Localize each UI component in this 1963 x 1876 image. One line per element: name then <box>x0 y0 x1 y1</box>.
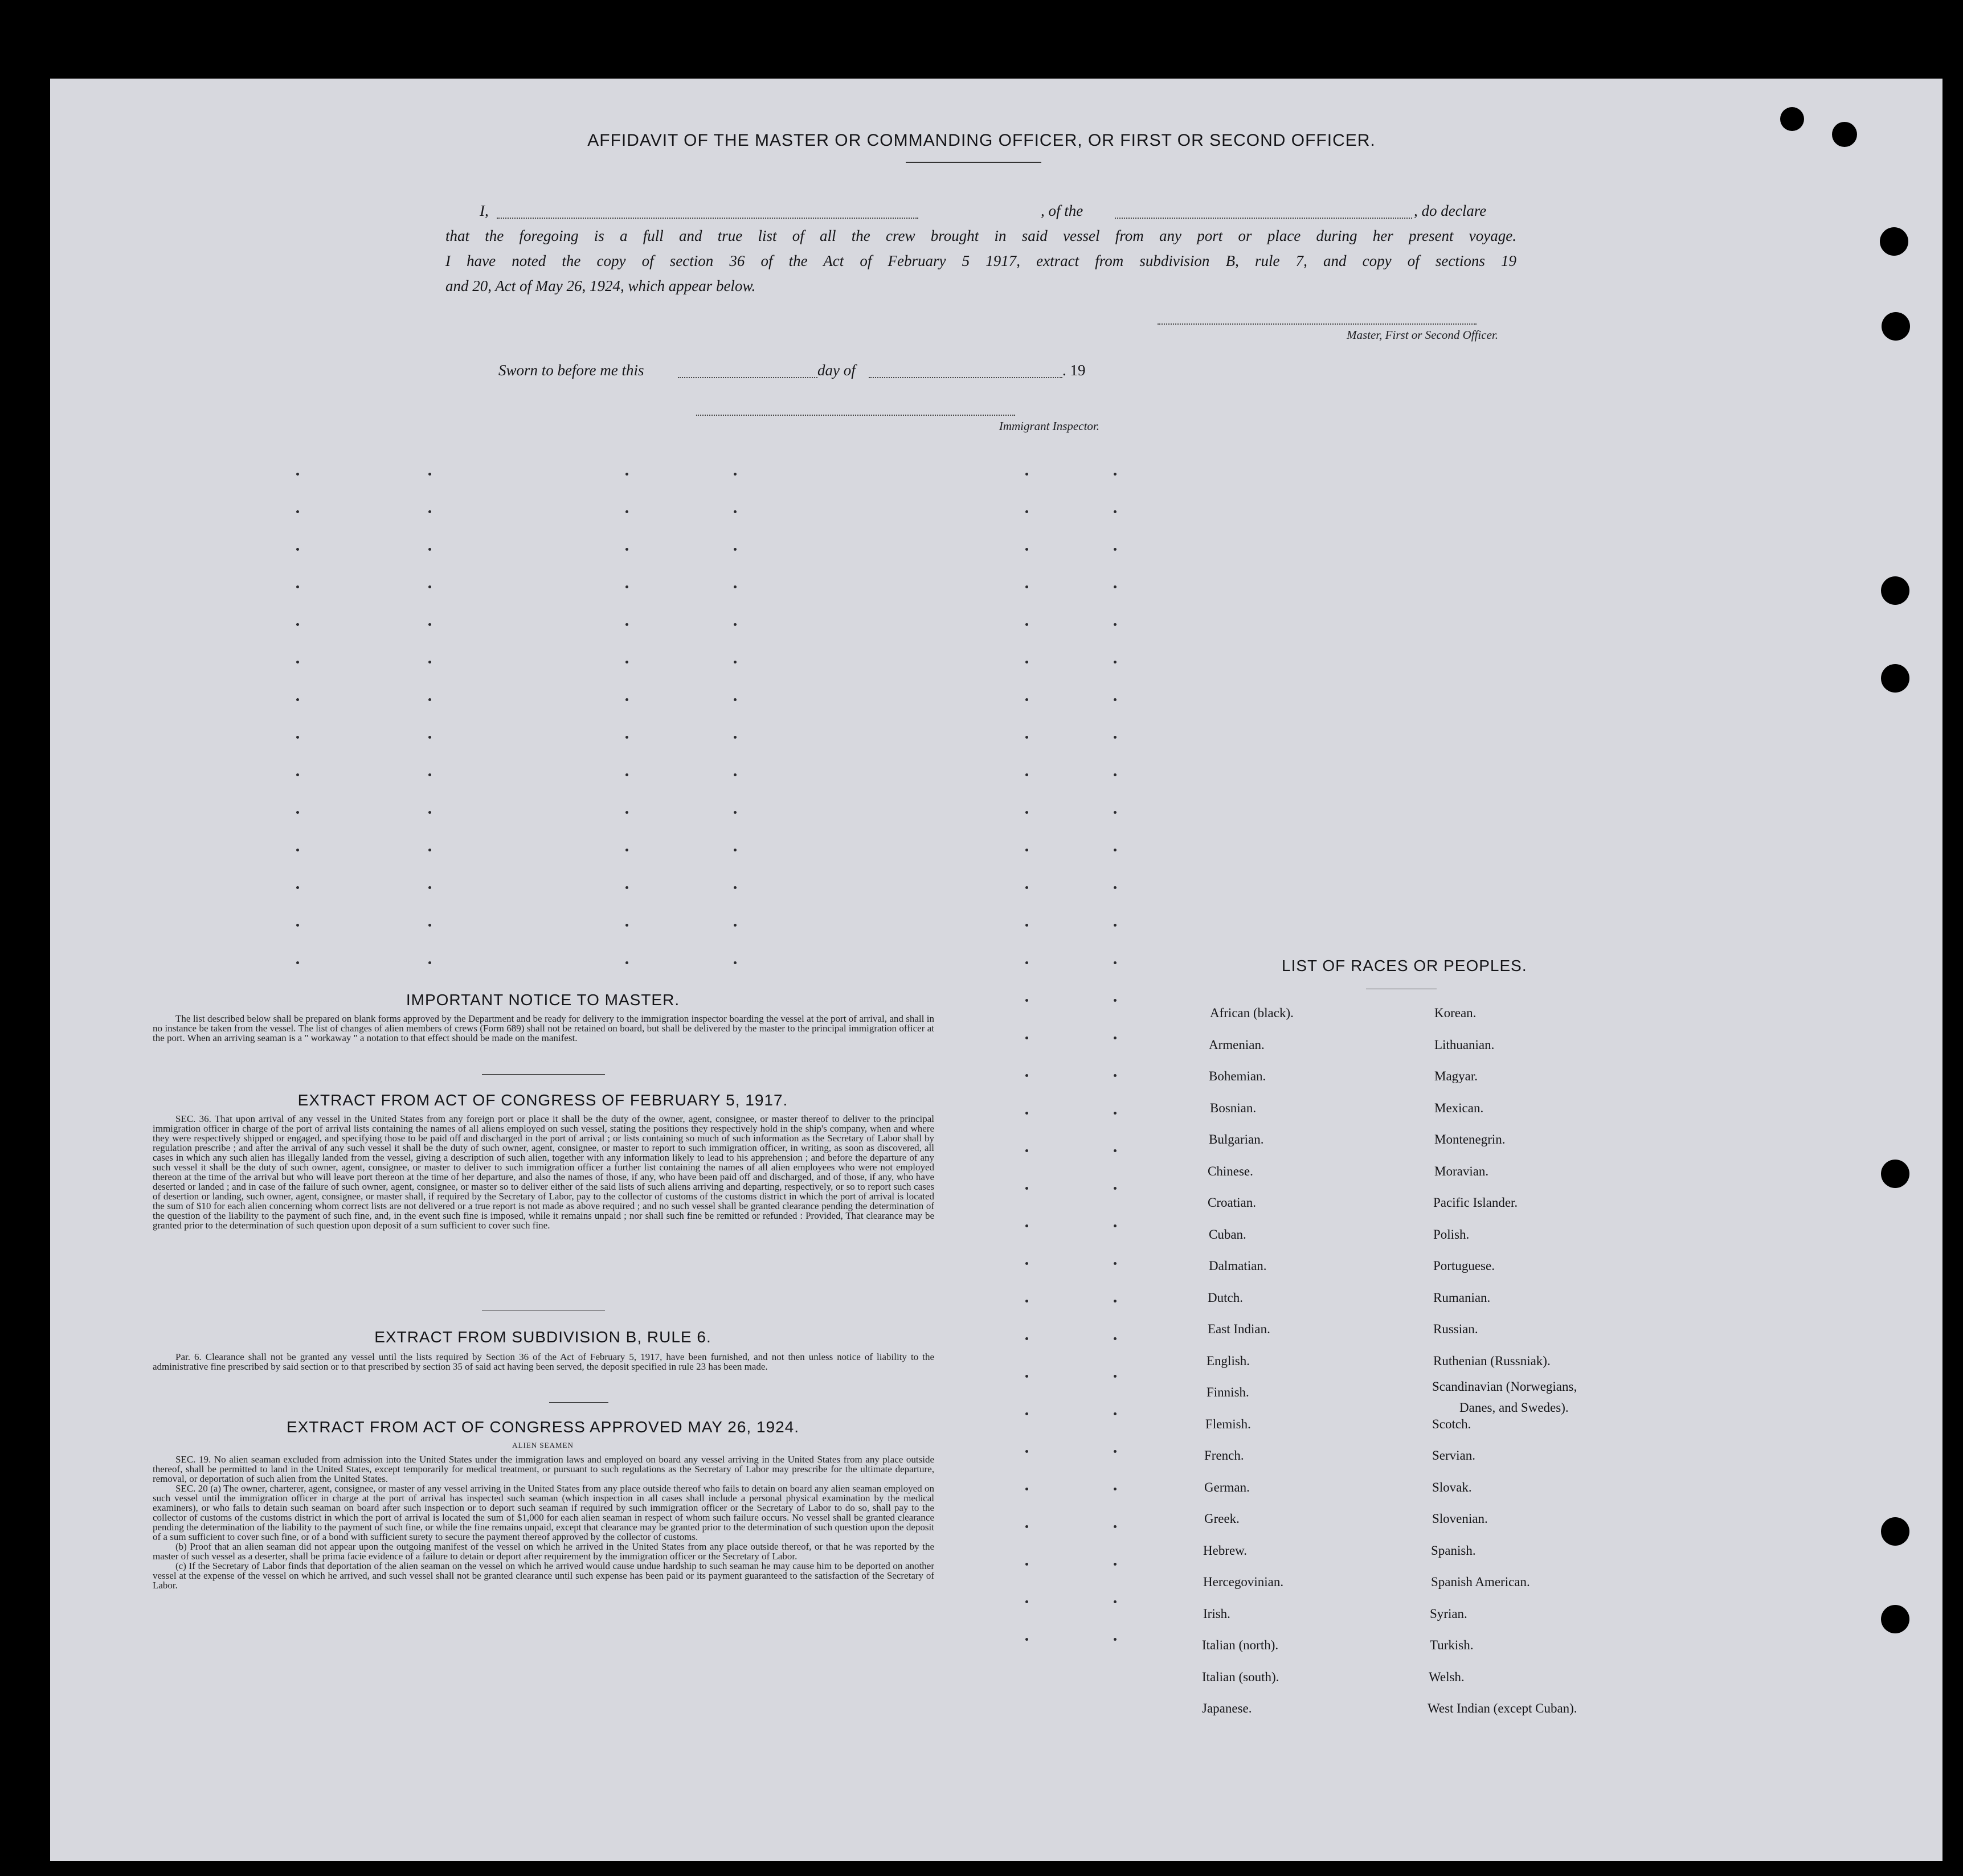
guide-dot <box>1025 585 1028 588</box>
guide-dot <box>296 961 299 964</box>
guide-dot <box>734 510 737 513</box>
race-item-right: Scandinavian (Norwegians, <box>1432 1379 1577 1394</box>
guide-dot <box>428 773 431 776</box>
guide-dot <box>1025 548 1028 551</box>
guide-dot <box>625 849 628 851</box>
guide-dot <box>625 736 628 739</box>
guide-dot <box>1025 1525 1028 1528</box>
guide-dot <box>296 623 299 626</box>
guide-dot <box>296 585 299 588</box>
race-item-right: Moravian. <box>1434 1164 1489 1178</box>
guide-dot <box>1025 661 1028 663</box>
guide-dot <box>1114 1187 1117 1190</box>
guide-dot <box>1025 473 1028 476</box>
guide-dot <box>1114 1450 1117 1453</box>
race-item-left: German. <box>1204 1480 1250 1494</box>
punch-hole <box>1881 1605 1909 1633</box>
divider <box>482 1074 605 1075</box>
subdivision-text <box>153 1352 934 1371</box>
section-19-paragraph: SEC. 19. No alien seaman excluded from admission into the United States under the immigration laws and employed on board any vessel arriving in the United States from any place outside thereof, shall be permitted to land in the United States, except temporarily for medical treatment, or pursuant to such regulations as the Secretary of Labor may prescribe for the ultimate departure, removal, or deportation of such alien from the United States. <box>153 1454 934 1484</box>
race-item-right: Spanish American. <box>1431 1575 1530 1589</box>
guide-dot <box>428 623 431 626</box>
vessel-field[interactable] <box>1115 218 1412 219</box>
guide-dot <box>1025 623 1028 626</box>
guide-dot <box>1025 999 1028 1002</box>
race-item-right: Russian. <box>1433 1322 1478 1336</box>
guide-dot <box>1025 510 1028 513</box>
race-item-left: Bulgarian. <box>1209 1132 1264 1146</box>
guide-dot <box>734 811 737 814</box>
month-field[interactable] <box>869 377 1062 378</box>
guide-dot <box>734 924 737 927</box>
race-item-right: Spanish. <box>1431 1543 1476 1558</box>
race-item-right: Ruthenian (Russniak). <box>1433 1354 1551 1368</box>
master-signature-label: Master, First or Second Officer. <box>1347 328 1498 342</box>
guide-dot <box>1114 473 1117 476</box>
punch-hole <box>1882 312 1910 341</box>
races-title: LIST OF RACES OR PEOPLES. <box>1282 957 1527 974</box>
master-signature-line[interactable] <box>1158 323 1477 325</box>
guide-dot <box>296 924 299 927</box>
guide-dot <box>625 623 628 626</box>
guide-dot <box>428 736 431 739</box>
guide-dot <box>1025 1112 1028 1115</box>
day-of-text: day of <box>817 362 856 379</box>
race-item-left: Greek. <box>1204 1512 1240 1526</box>
name-field[interactable] <box>497 218 918 219</box>
guide-dot <box>428 585 431 588</box>
guide-dot <box>1025 773 1028 776</box>
section-20c-paragraph: (c) If the Secretary of Labor finds that deportation of the alien seaman on the vessel on which he arrived would cause undue hardship to such seaman he may cause him to be deported on another vessel at the expense of the vessel on which he arrived, and such vessel shall not be granted clearance until such expense has been paid or its payment guaranteed to the satisfaction of the Secretary of Labor. <box>153 1560 934 1591</box>
extract-1917-title: EXTRACT FROM ACT OF CONGRESS OF FEBRUARY 5, 1917. <box>297 1091 788 1109</box>
race-item-left: Italian (north). <box>1202 1638 1279 1652</box>
guide-dot <box>1025 1187 1028 1190</box>
guide-dot <box>1025 1638 1028 1641</box>
race-item-right: Montenegrin. <box>1434 1132 1506 1146</box>
affidavit-declare: , do declare <box>1414 202 1487 219</box>
guide-dot <box>1114 548 1117 551</box>
race-item-left: Bohemian. <box>1209 1069 1266 1083</box>
guide-dot <box>296 736 299 739</box>
guide-dot <box>428 510 431 513</box>
extract-1924-text <box>153 1455 934 1590</box>
guide-dot <box>428 886 431 889</box>
divider <box>906 162 1041 163</box>
race-item-right: Slovenian. <box>1432 1512 1488 1526</box>
race-item-left: Flemish. <box>1205 1417 1251 1431</box>
guide-dot <box>428 849 431 851</box>
guide-dot <box>1114 1262 1117 1265</box>
race-item-left: English. <box>1207 1354 1250 1368</box>
guide-dot <box>734 548 737 551</box>
guide-dot <box>734 473 737 476</box>
guide-dot <box>1114 1375 1117 1378</box>
race-item-left: Bosnian. <box>1210 1101 1257 1115</box>
race-item-right: Polish. <box>1433 1227 1470 1242</box>
guide-dot <box>1114 999 1117 1002</box>
guide-dot <box>296 473 299 476</box>
race-item-left: Japanese. <box>1202 1701 1252 1715</box>
guide-dot <box>625 510 628 513</box>
guide-dot <box>1114 961 1117 964</box>
guide-dot <box>296 698 299 701</box>
affidavit-of-the: , of the <box>1041 202 1083 219</box>
guide-dot <box>1114 585 1117 588</box>
guide-dot <box>1025 736 1028 739</box>
guide-dot <box>1114 886 1117 889</box>
inspector-label: Immigrant Inspector. <box>999 419 1099 433</box>
guide-dot <box>1114 1224 1117 1227</box>
guide-dot <box>1025 1488 1028 1490</box>
guide-dot <box>296 661 299 663</box>
guide-dot <box>1114 1112 1117 1115</box>
race-item-left: French. <box>1204 1448 1244 1463</box>
race-item-left: African (black). <box>1210 1006 1294 1020</box>
race-item-left: Chinese. <box>1208 1164 1253 1178</box>
guide-dot <box>428 698 431 701</box>
guide-dot <box>1114 1600 1117 1603</box>
race-item-continuation: Danes, and Swedes). <box>1459 1400 1569 1415</box>
affidavit-i: I, <box>480 202 489 219</box>
race-item-right: Pacific Islander. <box>1433 1195 1518 1210</box>
race-item-right: Portuguese. <box>1433 1259 1495 1273</box>
guide-dot <box>1025 1262 1028 1265</box>
guide-dot <box>1025 1337 1028 1340</box>
race-item-right: Welsh. <box>1429 1670 1465 1684</box>
guide-dot <box>296 849 299 851</box>
guide-dot <box>428 661 431 663</box>
guide-dot <box>1025 1224 1028 1227</box>
guide-dot <box>296 773 299 776</box>
guide-dot <box>428 548 431 551</box>
guide-dot <box>625 811 628 814</box>
alien-seamen-subtitle: ALIEN SEAMEN <box>512 1441 574 1449</box>
race-item-left: Finnish. <box>1207 1385 1249 1399</box>
notice-title: IMPORTANT NOTICE TO MASTER. <box>406 991 680 1009</box>
race-item-left: Hercegovinian. <box>1203 1575 1284 1589</box>
guide-dot <box>734 585 737 588</box>
affidavit-line-4: and 20, Act of May 26, 1924, which appear below. <box>445 277 756 294</box>
race-item-right: Magyar. <box>1434 1069 1478 1083</box>
race-item-right: Korean. <box>1434 1006 1477 1020</box>
guide-dot <box>1025 1300 1028 1302</box>
guide-dot <box>1025 849 1028 851</box>
race-item-right: Scotch. <box>1432 1417 1471 1431</box>
notice-paragraph: The list described below shall be prepared on blank forms approved by the Department and be ready for delivery to the immigration inspector boarding the vessel at the port of arrival, and shall in no instance be taken from the vessel. The list of changes of alien members of crews (Form 689) shall not be retained on board, but shall be delivered by the master to the principal immigration officer at the port. When an arriving seaman is a " workaway " a notation to that effect should be made on the manifest. <box>153 1013 934 1043</box>
guide-dot <box>296 811 299 814</box>
section-20b-paragraph: (b) Proof that an alien seaman did not appear upon the outgoing manifest of the vessel on which he arrived in the United States from any place outside thereof, or that he was reported by the master of such vessel as a deserter, shall be prima facie evidence of a failure to detain or deport after requirement by the immigration officer or the Secretary of Labor. <box>153 1541 934 1562</box>
affidavit-title: AFFIDAVIT OF THE MASTER OR COMMANDING OFFICER, OR FIRST OR SECOND OFFICER. <box>587 131 1376 150</box>
guide-dot <box>1025 698 1028 701</box>
guide-dot <box>428 473 431 476</box>
guide-dot <box>1025 1450 1028 1453</box>
guide-dot <box>1114 811 1117 814</box>
race-item-right: Slovak. <box>1432 1480 1472 1494</box>
divider <box>549 1402 608 1403</box>
race-item-left: Dalmatian. <box>1209 1259 1267 1273</box>
guide-dot <box>1114 924 1117 927</box>
guide-dot <box>1025 1074 1028 1077</box>
sworn-text: Sworn to before me this <box>498 362 644 379</box>
guide-dot <box>1114 736 1117 739</box>
punch-hole <box>1881 576 1909 605</box>
guide-dot <box>1114 1563 1117 1566</box>
guide-dot <box>625 698 628 701</box>
inspector-signature-line[interactable] <box>696 415 1015 416</box>
race-item-left: Italian (south). <box>1202 1670 1279 1684</box>
race-item-left: East Indian. <box>1208 1322 1270 1336</box>
punch-hole <box>1780 107 1804 131</box>
race-item-left: Cuban. <box>1209 1227 1246 1242</box>
guide-dot <box>625 886 628 889</box>
guide-dot <box>428 924 431 927</box>
document-page <box>50 79 1942 1861</box>
guide-dot <box>1025 1037 1028 1039</box>
race-item-right: West Indian (except Cuban). <box>1428 1701 1577 1715</box>
guide-dot <box>734 623 737 626</box>
guide-dot <box>1114 510 1117 513</box>
guide-dot <box>625 924 628 927</box>
guide-dot <box>428 961 431 964</box>
guide-dot <box>625 961 628 964</box>
par-6-paragraph: Par. 6. Clearance shall not be granted any vessel until the lists required by Section 36 of the Act of February 5, 1917, have been furnished, and not then unless notice of liability to the administrative fine prescribed by said section or to that prescribed by section 35 of said act having been served, the deposit specified in rule 23 has been made. <box>153 1351 934 1372</box>
section-20a-paragraph: SEC. 20 (a) The owner, charterer, agent, consignee, or master of any vessel arriving in the United States from any place outside thereof who fails to detain on board any alien seaman employed on such vessel until the immigration officer in charge at the port of arrival has inspected such seaman (which inspection in all cases shall include a personal physical examination by the medical examiners), or who fails to detain such seaman on board after such inspection or to deport such seaman if required by such immigration officer or the Secretary of Labor to do so, shall pay to the collector of customs of the customs district in which the port of arrival is located the sum of $1,000 for each alien seaman in respect of whom such failure occurs. No vessel shall be granted clearance pending the determination of the liability to the payment of such fine, or while the fine remains unpaid, except that clearance may be granted prior to the determination of such question upon the deposit of a sum sufficient to cover such fine, or of a bond with sufficient surety to secure the payment thereof approved by the collector of customs. <box>153 1483 934 1542</box>
guide-dot <box>1114 698 1117 701</box>
race-item-left: Armenian. <box>1209 1038 1265 1052</box>
guide-dot <box>1114 661 1117 663</box>
guide-dot <box>1114 773 1117 776</box>
race-item-right: Rumanian. <box>1433 1291 1491 1305</box>
race-item-left: Irish. <box>1203 1607 1230 1621</box>
punch-hole <box>1881 664 1909 693</box>
guide-dot <box>1025 1375 1028 1378</box>
guide-dot <box>734 736 737 739</box>
guide-dot <box>1025 1149 1028 1152</box>
guide-dot <box>296 886 299 889</box>
guide-dot <box>1025 1412 1028 1415</box>
guide-dot <box>1114 1074 1117 1077</box>
punch-hole <box>1880 227 1908 256</box>
race-item-right: Servian. <box>1432 1448 1476 1463</box>
race-item-right: Turkish. <box>1430 1638 1474 1652</box>
guide-dot <box>1114 1337 1117 1340</box>
race-item-right: Syrian. <box>1430 1607 1467 1621</box>
guide-dot <box>625 473 628 476</box>
race-item-left: Hebrew. <box>1203 1543 1248 1558</box>
guide-dot <box>1114 1525 1117 1528</box>
guide-dot <box>1025 924 1028 927</box>
guide-dot <box>1025 1563 1028 1566</box>
guide-dot <box>734 773 737 776</box>
guide-dot <box>625 548 628 551</box>
punch-hole <box>1881 1517 1909 1546</box>
guide-dot <box>1114 849 1117 851</box>
subdivision-title: EXTRACT FROM SUBDIVISION B, RULE 6. <box>374 1328 711 1346</box>
guide-dot <box>734 698 737 701</box>
race-item-left: Dutch. <box>1208 1291 1243 1305</box>
guide-dot <box>1025 961 1028 964</box>
guide-dot <box>1114 1300 1117 1302</box>
affidavit-line-2: that the foregoing is a full and true list of all the crew brought in said vessel from any port or place during her present voyage. <box>445 227 1516 244</box>
notice-text <box>153 1014 934 1043</box>
guide-dot <box>1025 886 1028 889</box>
guide-dot <box>734 849 737 851</box>
day-field[interactable] <box>678 377 817 378</box>
guide-dot <box>1114 1149 1117 1152</box>
guide-dot <box>1025 1600 1028 1603</box>
guide-dot <box>625 773 628 776</box>
guide-dot <box>1114 1412 1117 1415</box>
guide-dot <box>296 548 299 551</box>
guide-dot <box>1114 623 1117 626</box>
guide-dot <box>625 585 628 588</box>
guide-dot <box>625 661 628 663</box>
guide-dot <box>296 510 299 513</box>
guide-dot <box>734 961 737 964</box>
section-36-paragraph: SEC. 36. That upon arrival of any vessel in the United States from any foreign port or place it shall be the duty of the owner, agent, consignee, or master thereof to deliver to the principal immigration officer in charge of the port of arrival lists containing the names of all aliens employed on such vessel, stating the positions they respectively hold in the ship's company, when and where they were respectively shipped or engaged, and specifying those to be paid off and discharged in the port of arrival ; or lists containing so much of such information as the Secretary of Labor shall by regulation prescribe ; and after the arrival of any such vessel it shall be the duty of such owner, agent, consignee, or master to report to such immigration officer, in writing, as soon as discovered, all cases in which any such alien has illegally landed from the vessel, giving a description of such alien, together with any information likely to lead to his apprehension ; and before the departure of any such vessel it shall be the duty of such owner, agent, consignee, or master to deliver to such immigration officer a further list containing the names of all alien employees who were not employed thereon at the time of the arrival but who will leave port thereon at the time of her departure, and also the names of those, if any, who have been paid off and discharged, and of those, if any, who have deserted or landed ; and in case of the failure of such owner, agent, consignee, or master so to deliver either of the said lists of such aliens arriving and departing, respectively, or so to report such cases of desertion or landing, such owner, agent, consignee, or master shall, if required by the Secretary of Labor, pay to the collector of customs of the customs district in which the port of arrival is located the sum of $10 for each alien concerning whom correct lists are not delivered or a true report is not made as above required ; and no such vessel shall be granted clearance pending the determination of the question of the liability to the payment of such fine, and, in the event such fine is imposed, while it remains unpaid ; nor shall such fine be remitted or refunded : Provided, That clearance may be granted prior to the determination of such question upon deposit of a sum sufficient to cover such fine. <box>153 1113 934 1231</box>
race-item-left: Croatian. <box>1208 1195 1256 1210</box>
guide-dot <box>1114 1037 1117 1039</box>
guide-dot <box>1114 1488 1117 1490</box>
guide-dot <box>1025 811 1028 814</box>
extract-1917-text <box>153 1114 934 1230</box>
guide-dot <box>734 886 737 889</box>
race-item-right: Lithuanian. <box>1434 1038 1495 1052</box>
year-prefix: . 19 <box>1062 362 1086 379</box>
affidavit-line-3: I have noted the copy of section 36 of the Act of February 5 1917, extract from subdivision B, rule 7, and copy of sections 19 <box>445 252 1516 269</box>
guide-dot <box>1114 1638 1117 1641</box>
punch-hole <box>1881 1160 1909 1188</box>
extract-1924-title: EXTRACT FROM ACT OF CONGRESS APPROVED MAY 26, 1924. <box>286 1418 800 1436</box>
guide-dot <box>734 661 737 663</box>
race-item-right: Mexican. <box>1434 1101 1484 1115</box>
guide-dot <box>428 811 431 814</box>
